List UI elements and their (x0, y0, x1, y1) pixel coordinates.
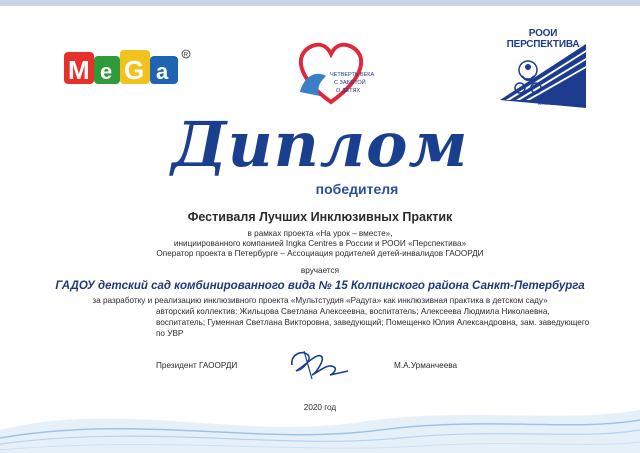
mega-logo (64, 46, 204, 90)
rooi-name: РООИ ПЕРСПЕКТИВА (506, 28, 580, 50)
heart-logo (286, 32, 376, 112)
signature-icon (282, 345, 352, 381)
svg-text:О ДЕТЯХ: О ДЕТЯХ (336, 88, 361, 94)
diploma-title: Диплом (171, 108, 469, 181)
festival-name: Фестиваля Лучших Инклюзивных Практик (187, 210, 453, 224)
signer-name: М.А.Урманчеева (394, 361, 458, 370)
decorative-waves (0, 380, 640, 453)
project-line: в рамках проекта «На урок – вместе», (247, 229, 393, 238)
signer-title: Президент ГАООРДИ (156, 361, 238, 370)
svg-text:R: R (183, 52, 189, 59)
top-border (0, 0, 640, 6)
year: 2020 год (303, 403, 337, 412)
awarded-text: вручается (300, 266, 340, 275)
svg-text:e: e (100, 59, 113, 84)
signature (282, 345, 352, 381)
svg-text:a: a (156, 59, 169, 84)
rooi-logo (498, 28, 588, 114)
svg-text:M: M (68, 55, 90, 85)
authors-list: авторский коллектив: Жильцова Светлана Алексеевна, воспитатель; Алексеева Людмила Николаевна, воспитатель; Гуменная Светлана Викторовна, заведующий; Помещенко Юлия Александровна, зам. заведующего по УВР (156, 307, 590, 338)
mega-logo-icon (64, 46, 204, 90)
svg-text:С ЗАБОТОЙ: С ЗАБОТОЙ (334, 80, 366, 86)
recipient-organization: ГАДОУ детский сад комбинированного вида № 15 Колпинского района Санкт-Петербурга (55, 280, 585, 292)
rooi-subtitle: ОТКРЫВАЕМ НОВЫЕ ВОЗМОЖНОСТИ (538, 96, 580, 106)
svg-text:ЧЕТВЕРТЬ ВЕКА: ЧЕТВЕРТЬ ВЕКА (330, 72, 375, 78)
heart-icon (286, 32, 376, 112)
diploma-subtitle: победителя (315, 181, 399, 197)
svg-text:G: G (124, 55, 145, 85)
operator-line: Оператор проекта в Петербурге – Ассоциация родителей детей-инвалидов ГАООРДИ (156, 249, 484, 258)
award-reason: за разработку и реализацию инклюзивного проекта «Мультстудия «Радуга» как инклюзивная практика в детском саду» (92, 296, 548, 305)
initiator-line: инициированного компанией Ingka Centres в России и РООИ «Перспектива» (173, 239, 467, 248)
